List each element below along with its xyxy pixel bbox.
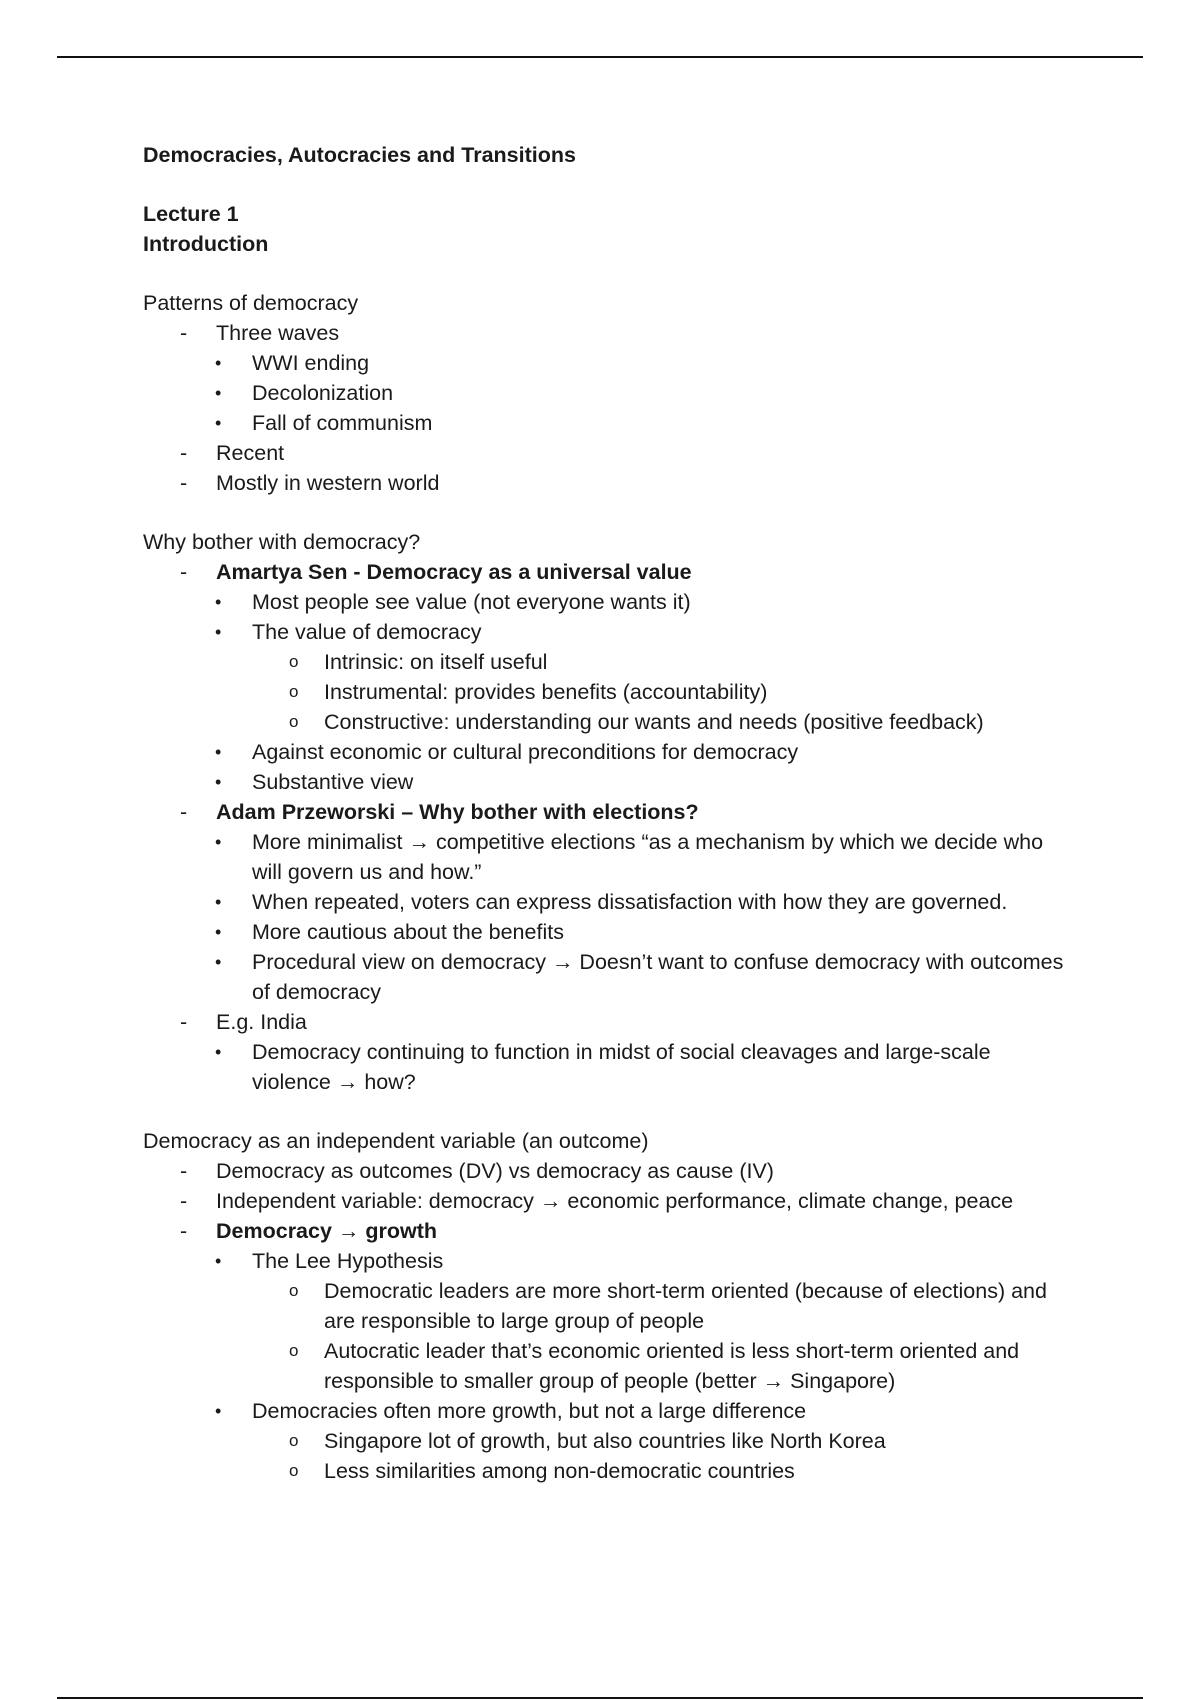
top-rule: [57, 56, 1143, 58]
bullet-marker: •: [215, 622, 222, 642]
outline-item-level-3: [143, 1426, 1073, 1456]
section-heading: Democracy as an independent variable (an outcome): [143, 1129, 649, 1153]
circle-marker: o: [289, 1461, 299, 1480]
circle-marker: o: [289, 1431, 299, 1450]
outline-item-level-3: [143, 677, 1073, 707]
outline-item-level-2: [143, 408, 1073, 438]
outline-item-level-2: [143, 1246, 1073, 1276]
outline-item-level-1: [143, 797, 1073, 827]
outline-item-level-2: [143, 917, 1073, 947]
section-heading: Patterns of democracy: [143, 291, 359, 315]
lecture-subtitle: Introduction: [143, 232, 269, 256]
outline-item-level-2: [143, 1037, 1073, 1097]
outline-item-text: Amartya Sen - Democracy as a universal value: [216, 560, 692, 584]
outline-item-text: Adam Przeworski – Why bother with elections?: [216, 800, 699, 824]
outline-item-level-2: [143, 737, 1073, 767]
outline-item-level-2: [143, 1396, 1073, 1426]
dash-marker: -: [180, 1159, 188, 1183]
outline-item-level-2: [143, 767, 1073, 797]
outline-item-level-1: [143, 438, 1073, 468]
outline-item-text: Less similarities among non-democratic countries: [324, 1459, 795, 1483]
outline-item-text: Recent: [216, 441, 285, 465]
outline-item-text: Democracy as outcomes (DV) vs democracy as cause (IV): [216, 1159, 774, 1183]
dash-marker: -: [180, 560, 188, 584]
bullet-marker: •: [215, 353, 222, 373]
outline-item-level-1: [143, 1007, 1073, 1037]
outline-item-level-1: [143, 468, 1073, 498]
outline-item-level-2: [143, 587, 1073, 617]
outline-item-text: More cautious about the benefits: [252, 920, 564, 944]
outline-item-level-2: [143, 617, 1073, 647]
circle-marker: o: [289, 652, 299, 671]
outline-item-level-1: [143, 1156, 1073, 1186]
dash-marker: -: [180, 1189, 188, 1213]
bullet-marker: •: [215, 952, 222, 972]
outline-item-level-3: [143, 647, 1073, 677]
spacer: [143, 498, 1073, 527]
bullet-marker: •: [215, 892, 222, 912]
outline-item-text: Democracy → growth: [216, 1219, 438, 1243]
outline-item-text: E.g. India: [216, 1010, 307, 1034]
outline-item-level-3: [143, 1336, 1073, 1396]
outline-item-text: Intrinsic: on itself useful: [324, 650, 548, 674]
bullet-marker: •: [215, 772, 222, 792]
outline-item-text: Democracies often more growth, but not a large difference: [252, 1399, 807, 1423]
circle-marker: o: [289, 1341, 299, 1360]
dash-marker: -: [180, 1010, 188, 1034]
outline-item-text: Fall of communism: [252, 411, 433, 435]
outline-item-level-2: [143, 947, 1073, 1007]
outline-item-level-1: [143, 1186, 1073, 1216]
outline-item-text: Mostly in western world: [216, 471, 440, 495]
bullet-marker: •: [215, 1042, 222, 1062]
dash-marker: -: [180, 800, 188, 824]
spacer: [143, 1097, 1073, 1126]
bullet-marker: •: [215, 742, 222, 762]
dash-marker: -: [180, 441, 188, 465]
outline-item-text: The Lee Hypothesis: [252, 1249, 444, 1273]
outline-item-text: Procedural view on democracy → Doesn’t want to confuse democracy with outcomes of democracy: [252, 950, 1064, 1004]
dash-marker: -: [180, 471, 188, 495]
dash-marker: -: [180, 1219, 188, 1243]
outline-item-text: When repeated, voters can express dissatisfaction with how they are governed.: [252, 890, 1008, 914]
sections: [143, 259, 1073, 1486]
outline-item-level-2: [143, 378, 1073, 408]
outline-item-text: Three waves: [216, 321, 340, 345]
outline-item-level-3: [143, 707, 1073, 737]
outline-item-text: Decolonization: [252, 381, 394, 405]
section-heading: Why bother with democracy?: [143, 530, 421, 554]
dash-marker: -: [180, 321, 188, 345]
outline-item-level-2: [143, 348, 1073, 378]
outline-item-text: Instrumental: provides benefits (accountability): [324, 680, 768, 704]
outline-item-level-2: [143, 827, 1073, 887]
outline-item-text: Against economic or cultural preconditions for democracy: [252, 740, 799, 764]
spacer: [143, 259, 1073, 288]
document-page: [143, 140, 1073, 1486]
outline-item-level-1: [143, 1216, 1073, 1246]
bullet-marker: •: [215, 383, 222, 403]
outline-item-text: Autocratic leader that’s economic oriented is less short-term oriented and responsible to smaller group of people (better → Singapore): [324, 1339, 1020, 1393]
circle-marker: o: [289, 682, 299, 701]
bullet-marker: •: [215, 832, 222, 852]
outline-item-text: The value of democracy: [252, 620, 482, 644]
bullet-marker: •: [215, 922, 222, 942]
lecture-number: Lecture 1: [143, 202, 239, 226]
outline-item-text: Singapore lot of growth, but also countries like North Korea: [324, 1429, 886, 1453]
bullet-marker: •: [215, 1251, 222, 1271]
outline-item-text: More minimalist → competitive elections “as a mechanism by which we decide who will govern us and how.”: [252, 830, 1044, 884]
outline-item-text: Constructive: understanding our wants and needs (positive feedback): [324, 710, 984, 734]
outline-item-text: Most people see value (not everyone wants it): [252, 590, 691, 614]
outline-item-text: Substantive view: [252, 770, 414, 794]
outline-item-level-3: [143, 1276, 1073, 1336]
outline-item-level-3: [143, 1456, 1073, 1486]
outline-item-text: WWI ending: [252, 351, 370, 375]
outline-item-level-2: [143, 887, 1073, 917]
bottom-rule: [57, 1697, 1143, 1699]
outline-item-level-1: [143, 557, 1073, 587]
bullet-marker: •: [215, 1401, 222, 1421]
bullet-marker: •: [215, 592, 222, 612]
circle-marker: o: [289, 1281, 299, 1300]
document-title: Democracies, Autocracies and Transitions: [143, 143, 576, 167]
circle-marker: o: [289, 712, 299, 731]
bullet-marker: •: [215, 413, 222, 433]
spacer: [143, 170, 1073, 199]
outline-item-text: Independent variable: democracy → economic performance, climate change, peace: [216, 1189, 1014, 1213]
outline-item-text: Democratic leaders are more short-term oriented (because of elections) and are responsible to large group of people: [324, 1279, 1047, 1333]
outline-item-text: Democracy continuing to function in midst of social cleavages and large-scale violence → how?: [252, 1040, 991, 1094]
outline-item-level-1: [143, 318, 1073, 348]
